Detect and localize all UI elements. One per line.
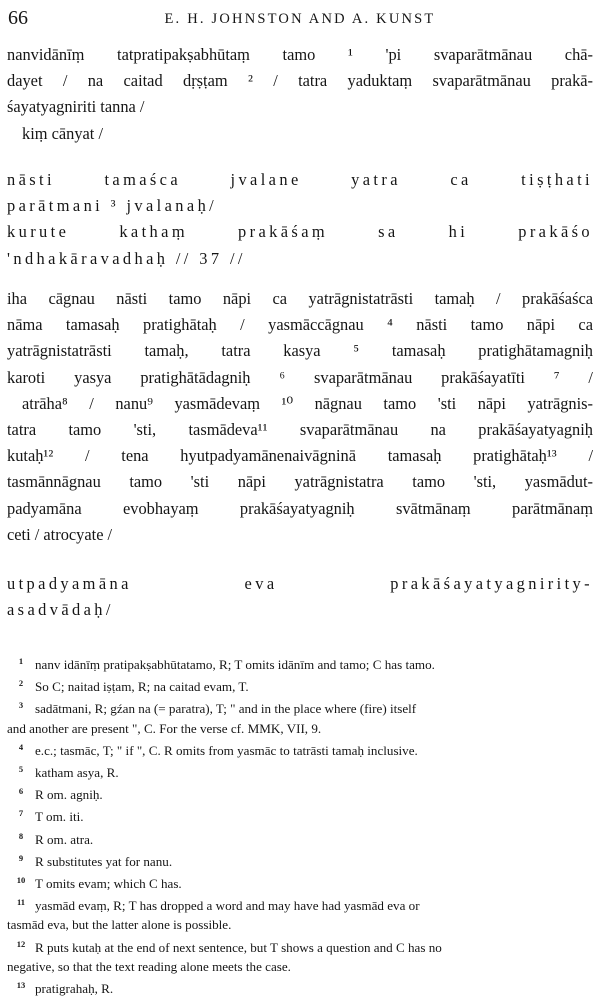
- footnote-continuation: negative, so that the text reading alone meets the case.: [7, 958, 291, 974]
- footnote: 8 R om. atra.: [18, 830, 94, 847]
- text-line: iha cāgnau nāsti tamo nāpi ca yatrāgnistatrāsti tamaḥ / prakāśaśca: [7, 289, 593, 308]
- verse-line: nāsti tamaśca jvalane yatra ca tiṣṭhati: [7, 170, 593, 189]
- verse-line: 'ndhakāravadhaḥ // 37 //: [7, 248, 246, 268]
- footnote-continuation: tasmād eva, but the latter alone is possible.: [7, 917, 232, 933]
- text-line: padyamāna evobhayaṃ prakāśayatyagniḥ svātmānaṃ parātmānaṃ: [7, 498, 593, 518]
- running-title: E. H. JOHNSTON AND A. KUNST: [164, 11, 436, 27]
- footnote: 3 sadātmani, R; gźan na (= paratra), T; " and in the place where (fire) itself: [18, 700, 417, 717]
- footnote: 12 R puts kutaḥ at the end of next sentence, but T shows a question and C has no: [16, 938, 442, 955]
- verse-line: utpadyamāna eva prakāśayatyagnirity-: [7, 574, 593, 593]
- verse-38: [7, 571, 593, 623]
- text-line: nanvidānīṃ tatpratipakṣabhūtaṃ tamo ¹ 'pi svaparātmānau chā-: [7, 45, 593, 64]
- footnote: 11 yasmād evaṃ, R; T has dropped a word and may have had yasmād eva or: [16, 897, 420, 914]
- verse-line: asadvādaḥ/: [7, 600, 114, 620]
- footnote: 13 pratigrahaḥ, R.: [16, 980, 114, 997]
- footnote: 5 katham asya, R.: [18, 764, 119, 781]
- page-header: [8, 6, 592, 30]
- text-line: ceti / atrocyate /: [7, 524, 113, 544]
- text-line: dayet / na caitad dṛṣṭam ² / tatra yaduktaṃ svaparātmānau prakā-: [7, 71, 593, 91]
- text-line: śayatyagniriti tanna /: [7, 97, 145, 117]
- footnote: 6 R om. agniḥ.: [18, 786, 103, 803]
- footnote: 1 nanv idānīṃ pratipakṣabhūtatamo, R; T omits idānīm and tamo; C has tamo.: [18, 656, 435, 672]
- text-line: tatra tamo 'sti, tasmādeva¹¹ svaparātmānau na prakāśayatyagniḥ: [7, 419, 593, 439]
- verse-line: parātmani ³ jvalanaḥ/: [7, 196, 218, 216]
- text-line: atrāha⁸ / nanu⁹ yasmādevaṃ ¹⁰ nāgnau tamo 'sti nāpi yatrāgnis-: [22, 393, 593, 413]
- footnote: 2 So C; naitad iṣṭam, R; na caitad evam, T.: [18, 678, 249, 695]
- text-line: tasmānnāgnau tamo 'sti nāpi yatrāgnistatra tamo 'sti, yasmādut-: [7, 472, 593, 492]
- footnote-continuation: and another are present ", C. For the verse cf. MMK, VII, 9.: [7, 720, 322, 736]
- paragraph-intro: [7, 42, 593, 147]
- verse-37: [7, 167, 593, 272]
- footnote: 4 e.c.; tasmāc, T; " if ", C. R omits from yasmāc to tatrāsti tamaḥ inclusive.: [18, 741, 418, 758]
- footnotes: [7, 652, 593, 998]
- paragraph-commentary: [7, 286, 593, 548]
- page-number: 66: [8, 7, 28, 29]
- footnote: 10 T omits evam; which C has.: [16, 875, 182, 892]
- text-line: yatrāgnistatrāsti tamaḥ, tatra kasya ⁵ tamasaḥ pratighātamagniḥ: [7, 341, 593, 361]
- footnote: 7 T om. iti.: [18, 808, 84, 825]
- text-line: kiṃ cānyat /: [22, 123, 104, 143]
- footnote: 9 R substitutes yat for nanu.: [18, 852, 173, 869]
- text-line: kutaḥ¹² / tena hyutpadyamānenaivāgninā tamasaḥ pratighātaḥ¹³ /: [7, 446, 593, 466]
- text-line: karoti yasya pratighātādagniḥ ⁶ svaparātmānau prakāśayatīti ⁷ /: [7, 367, 593, 387]
- text-line: nāma tamasaḥ pratighātaḥ / yasmāccāgnau ⁴ nāsti tamo nāpi ca: [7, 315, 593, 335]
- verse-line: kurute kathaṃ prakāśaṃ sa hi prakāśo: [7, 222, 593, 242]
